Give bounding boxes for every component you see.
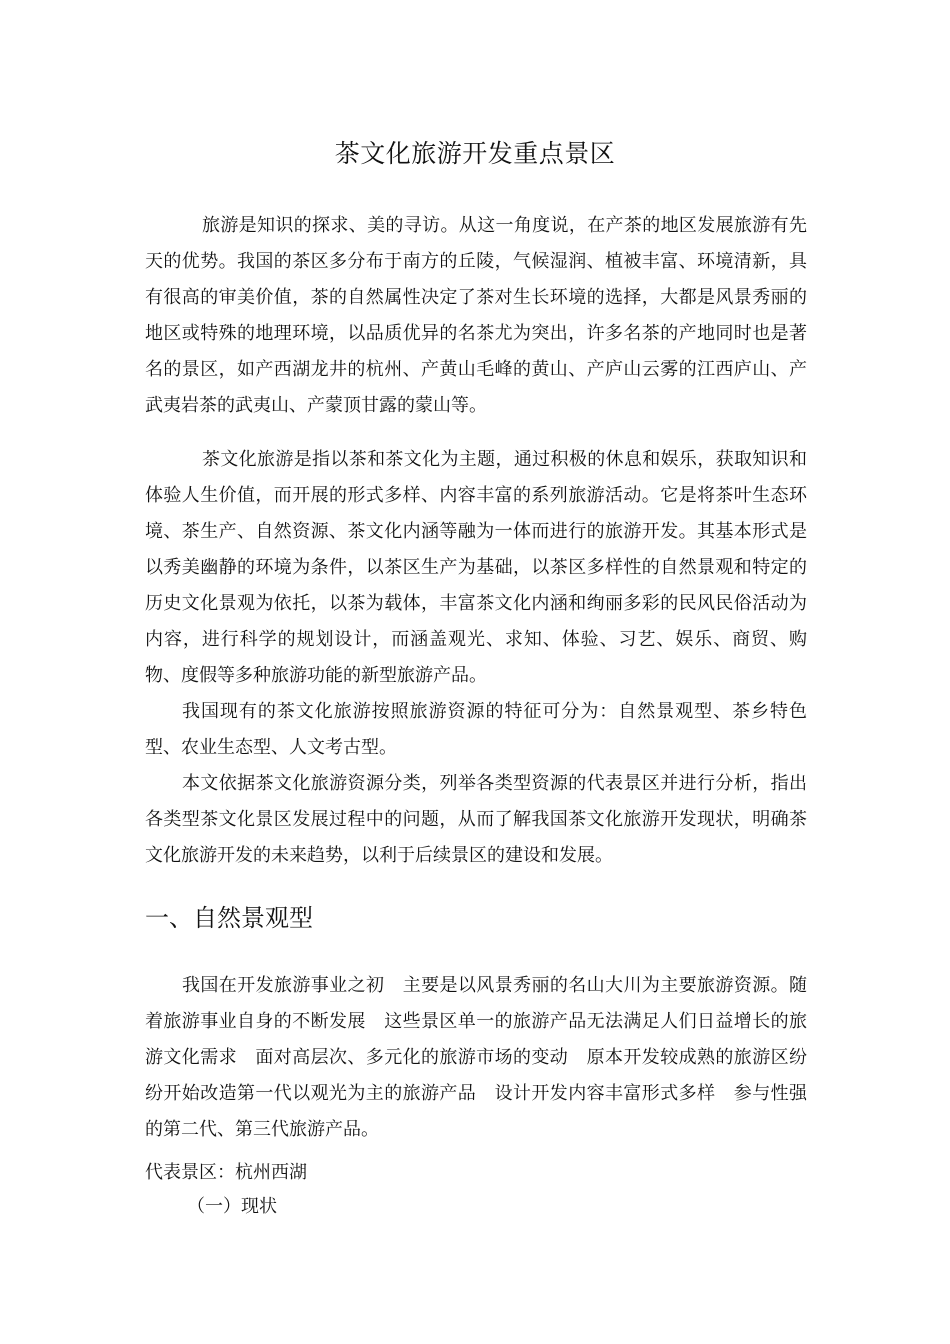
section-heading-natural-landscape: 一、自然景观型 (145, 904, 313, 932)
intro-paragraph-3: 我国现有的茶文化旅游按照旅游资源的特征可分为：自然景观型、茶乡特色型、农业生态型、人文考古型。 (145, 701, 807, 758)
representative-scenic-area: 代表景区：杭州西湖 (145, 1162, 307, 1183)
intro-paragraph-1: 旅游是知识的探求、美的寻访。从这一角度说，在产茶的地区发展旅游有先天的优势。我国的茶区多分布于南方的丘陵，气候湿润、植被丰富、环境清新，具有很高的审美价值，茶的自然属性决定了茶对生长环境的选择，大都是风景秀丽的地区或特殊的地理环境，以品质优异的名茶尤为突出，许多名茶的产地同时也是著名的景区，如产西湖龙井的杭州、产黄山毛峰的黄山、产庐山云雾的江西庐山、产武夷岩茶的武夷山、产蒙顶甘露的蒙山等。 (145, 215, 807, 416)
intro-paragraph-4: 本文依据茶文化旅游资源分类，列举各类型资源的代表景区并进行分析，指出各类型茶文化景区发展过程中的问题，从而了解我国茶文化旅游开发现状，明确茶文化旅游开发的未来趋势，以利于后续景区的建设和发展。 (145, 773, 807, 866)
subsection-heading-status: （一）现状 (187, 1196, 277, 1217)
intro-paragraph-2: 茶文化旅游是指以茶和茶文化为主题，通过积极的休息和娱乐，获取知识和体验人生价值，而开展的形式多样、内容丰富的系列旅游活动。它是将茶叶生态环境、茶生产、自然资源、茶文化内涵等融为一体而进行的旅游开发。其基本形式是以秀美幽静的环境为条件，以茶区生产为基础，以茶区多样性的自然景观和特定的历史文化景观为依托，以茶为载体，丰富茶文化内涵和绚丽多彩的民风民俗活动为内容，进行科学的规划设计，而涵盖观光、求知、体验、习艺、娱乐、商贸、购物、度假等多种旅游功能的新型旅游产品。 (145, 449, 807, 686)
section-paragraph: 我国在开发旅游事业之初 主要是以风景秀丽的名山大川为主要旅游资源。随着旅游事业自身的不断发展 这些景区单一的旅游产品无法满足人们日益增长的旅游文化需求 面对高层次、多元化的旅游市场的变动 原本开发较成熟的旅游区纷纷开始改造第一代以观光为主的旅游产品 设计开发内容丰富形式多样 参与性强的第二代、第三代旅游产品。 (145, 975, 807, 1140)
document-title: 茶文化旅游开发重点景区 (334, 139, 616, 168)
